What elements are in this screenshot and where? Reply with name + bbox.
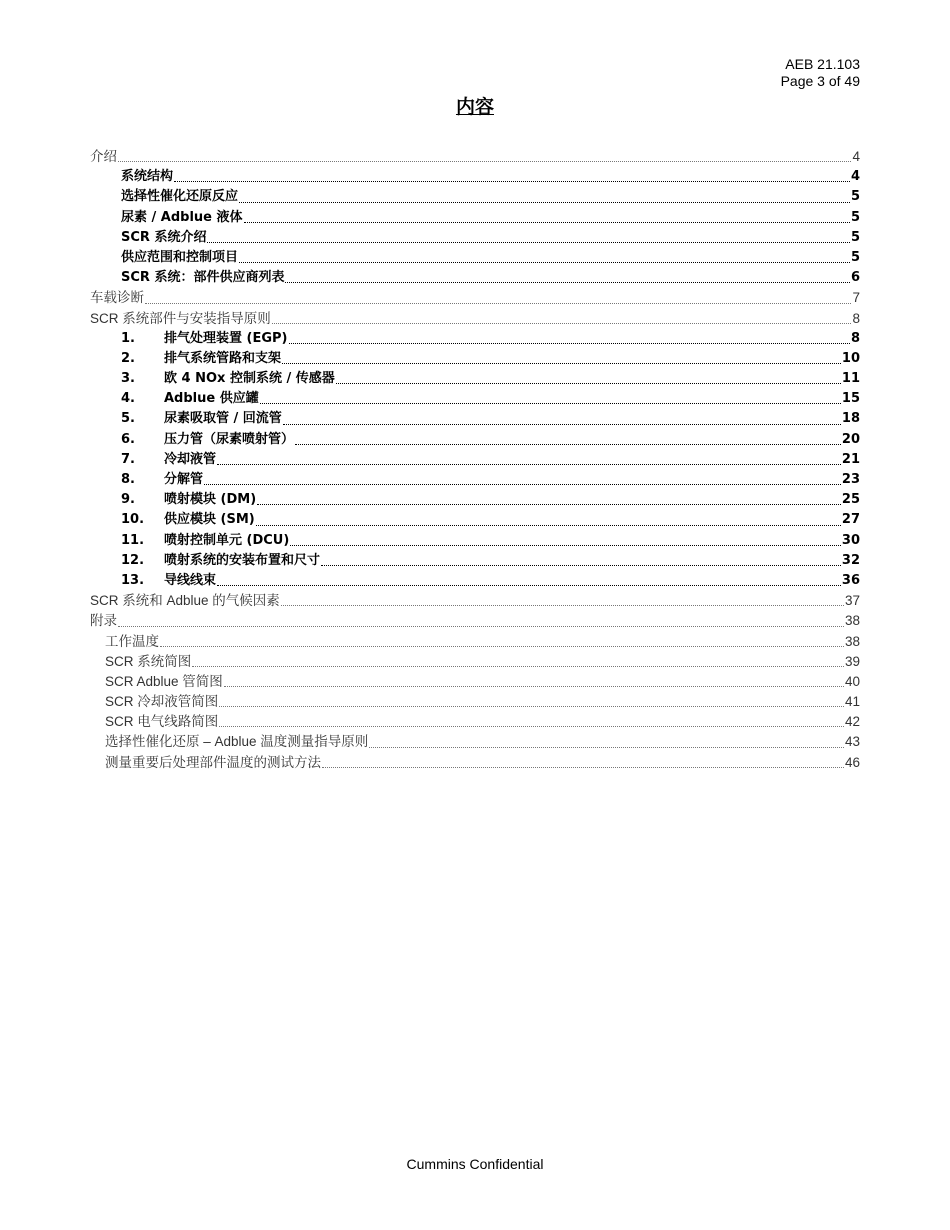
toc-entry-page: 8 (852, 310, 860, 326)
toc-entry-page: 38 (844, 633, 860, 649)
toc-entry[interactable] (90, 369, 860, 389)
toc-entry-title: 选择性催化还原 – Adblue 温度测量指导原则 (105, 734, 369, 750)
toc-entry-number: 3. (121, 371, 135, 387)
toc-entry[interactable] (90, 268, 860, 288)
toc-entry-title: 系统结构 (121, 169, 174, 185)
toc-entry[interactable] (90, 248, 860, 268)
toc-entry[interactable] (90, 672, 860, 692)
toc-entry-title: 尿素吸取管 / 回流管 (164, 411, 282, 427)
toc-entry-page: 36 (841, 572, 860, 588)
toc-entry-page: 39 (844, 653, 860, 669)
toc-entry[interactable] (90, 288, 860, 308)
toc-entry-title: SCR 系统介绍 (121, 229, 207, 245)
toc-entry-page: 43 (844, 734, 860, 750)
toc-entry[interactable] (90, 228, 860, 248)
toc-entry-number: 7. (121, 451, 135, 467)
toc-dot-leader (272, 323, 852, 324)
toc-entry[interactable] (90, 470, 860, 490)
toc-entry-number: 10. (121, 512, 145, 528)
toc-dot-leader (224, 686, 844, 687)
toc-entry[interactable] (90, 208, 860, 228)
toc-entry-title: SCR Adblue 管简图 (105, 673, 223, 689)
table-of-contents (90, 147, 860, 773)
toc-entry-title: 选择性催化还原反应 (121, 189, 239, 205)
toc-dot-leader (192, 666, 844, 667)
toc-entry-number: 8. (121, 472, 135, 487)
toc-dot-leader (174, 181, 850, 182)
toc-entry-title: SCR 冷却液管简图 (105, 694, 219, 710)
toc-entry-title: 供应模块 (SM) (164, 512, 255, 528)
toc-entry-page: 15 (841, 391, 860, 407)
toc-dot-leader (281, 605, 844, 606)
toc-dot-leader (204, 484, 841, 485)
toc-entry[interactable] (90, 389, 860, 409)
toc-entry-title: 导线线束 (164, 572, 217, 588)
toc-dot-leader (244, 222, 850, 223)
toc-dot-leader (256, 525, 841, 526)
toc-dot-leader (217, 585, 841, 586)
toc-entry[interactable] (90, 712, 860, 732)
toc-entry-title: 喷射系统的安装布置和尺寸 (164, 552, 321, 568)
toc-dot-leader (160, 646, 844, 647)
toc-entry-title: 喷射模块 (DM) (164, 492, 257, 508)
toc-dot-leader (219, 706, 844, 707)
toc-entry-title: 附录 (90, 613, 117, 629)
toc-entry[interactable] (90, 430, 860, 450)
toc-entry[interactable] (90, 187, 860, 207)
toc-entry[interactable] (90, 490, 860, 510)
page-title: 内容 (455, 96, 494, 118)
toc-dot-leader (290, 545, 841, 546)
toc-entry-title: 工作温度 (105, 633, 159, 649)
toc-entry[interactable] (90, 531, 860, 551)
toc-dot-leader (257, 504, 841, 505)
toc-dot-leader (322, 767, 844, 768)
toc-entry[interactable] (90, 611, 860, 631)
toc-entry-page: 5 (850, 189, 860, 205)
toc-dot-leader (289, 343, 850, 344)
toc-dot-leader (217, 464, 841, 465)
toc-entry-page: 4 (850, 169, 860, 185)
toc-entry-title: 尿素 / Adblue 液体 (121, 209, 243, 225)
toc-entry-number: 9. (121, 492, 135, 508)
document-number: AEB 21.103 (785, 56, 860, 72)
toc-entry-page: 8 (850, 330, 860, 346)
toc-dot-leader (118, 161, 851, 162)
toc-entry-page: 5 (850, 209, 860, 225)
toc-entry-number: 6. (121, 431, 135, 447)
toc-entry-number: 4. (121, 391, 135, 407)
toc-entry[interactable] (90, 450, 860, 470)
toc-entry-title: 冷却液管 (164, 451, 217, 467)
toc-entry-title: 供应范围和控制项目 (121, 249, 239, 265)
toc-entry-title: 介绍 (90, 149, 117, 164)
toc-entry-title: 喷射控制单元 (DCU) (164, 532, 290, 548)
toc-dot-leader (283, 424, 841, 425)
toc-entry-page: 46 (844, 754, 860, 770)
toc-entry-page: 23 (841, 472, 860, 487)
toc-entry-title: 排气系统管路和支架 (164, 350, 282, 366)
toc-dot-leader (369, 747, 844, 748)
toc-entry-page: 6 (850, 270, 860, 286)
toc-entry[interactable] (90, 510, 860, 530)
toc-entry-page: 10 (841, 350, 860, 366)
toc-entry-page: 18 (841, 411, 860, 427)
toc-entry-page: 30 (841, 532, 860, 548)
toc-entry-page: 21 (841, 451, 860, 467)
toc-entry-number: 11. (121, 532, 145, 548)
toc-entry[interactable] (90, 147, 860, 167)
toc-entry-page: 7 (852, 290, 860, 306)
toc-dot-leader (145, 303, 851, 304)
toc-dot-leader (219, 726, 844, 727)
toc-entry-title: SCR 电气线路简图 (105, 714, 219, 730)
toc-entry-page: 32 (841, 552, 860, 568)
toc-dot-leader (239, 202, 850, 203)
toc-entry-title: SCR 系统简图 (105, 653, 192, 669)
toc-entry-page: 5 (850, 229, 860, 245)
toc-entry-title: 压力管（尿素喷射管） (164, 431, 295, 447)
page-number: Page 3 of 49 (780, 73, 860, 89)
toc-entry-page: 42 (844, 714, 860, 730)
toc-entry-number: 1. (121, 330, 135, 346)
toc-entry[interactable] (90, 349, 860, 369)
toc-dot-leader (260, 403, 841, 404)
toc-dot-leader (282, 363, 841, 364)
toc-entry-number: 2. (121, 350, 135, 366)
toc-dot-leader (118, 626, 844, 627)
toc-entry-page: 40 (844, 673, 860, 689)
toc-entry-title: 测量重要后处理部件温度的测试方法 (105, 754, 321, 770)
toc-entry-title: SCR 系统和 Adblue 的气候因素 (90, 593, 280, 609)
toc-entry[interactable] (90, 632, 860, 652)
toc-dot-leader (207, 242, 850, 243)
toc-entry-page: 27 (841, 512, 860, 528)
toc-entry[interactable] (90, 591, 860, 611)
toc-dot-leader (336, 383, 841, 384)
toc-entry-page: 37 (844, 593, 860, 609)
toc-entry[interactable] (90, 309, 860, 329)
toc-entry[interactable] (90, 692, 860, 712)
toc-entry-title: 分解管 (164, 472, 204, 487)
toc-entry[interactable] (90, 329, 860, 349)
toc-entry-title: 排气处理装置 (EGP) (164, 330, 288, 346)
toc-entry-number: 5. (121, 411, 135, 427)
toc-entry-title: 欧 4 NOx 控制系统 / 传感器 (164, 371, 335, 387)
toc-entry-number: 12. (121, 552, 145, 568)
toc-dot-leader (295, 444, 841, 445)
toc-entry[interactable] (90, 753, 860, 773)
toc-entry-page: 41 (844, 694, 860, 710)
toc-entry[interactable] (90, 571, 860, 591)
toc-entry[interactable] (90, 167, 860, 187)
document-header (781, 56, 860, 90)
toc-entry-page: 25 (841, 492, 860, 508)
toc-entry-title: Adblue 供应罐 (164, 391, 259, 407)
toc-entry[interactable] (90, 732, 860, 752)
toc-entry-page: 5 (850, 249, 860, 265)
toc-entry-title: SCR 系统：部件供应商列表 (121, 270, 285, 286)
toc-entry-page: 38 (844, 613, 860, 629)
toc-entry-page: 11 (841, 371, 860, 387)
footer-confidential: Cummins Confidential (406, 1156, 544, 1172)
toc-entry[interactable] (90, 652, 860, 672)
toc-dot-leader (239, 262, 850, 263)
toc-entry-title: SCR 系统部件与安装指导原则 (90, 310, 271, 326)
toc-dot-leader (285, 282, 850, 283)
toc-dot-leader (321, 565, 841, 566)
toc-entry-page: 4 (852, 149, 860, 164)
toc-entry[interactable] (90, 409, 860, 429)
toc-entry-number: 13. (121, 572, 145, 588)
toc-entry-title: 车载诊断 (90, 290, 144, 306)
toc-entry-page: 20 (841, 431, 860, 447)
toc-entry[interactable] (90, 551, 860, 571)
